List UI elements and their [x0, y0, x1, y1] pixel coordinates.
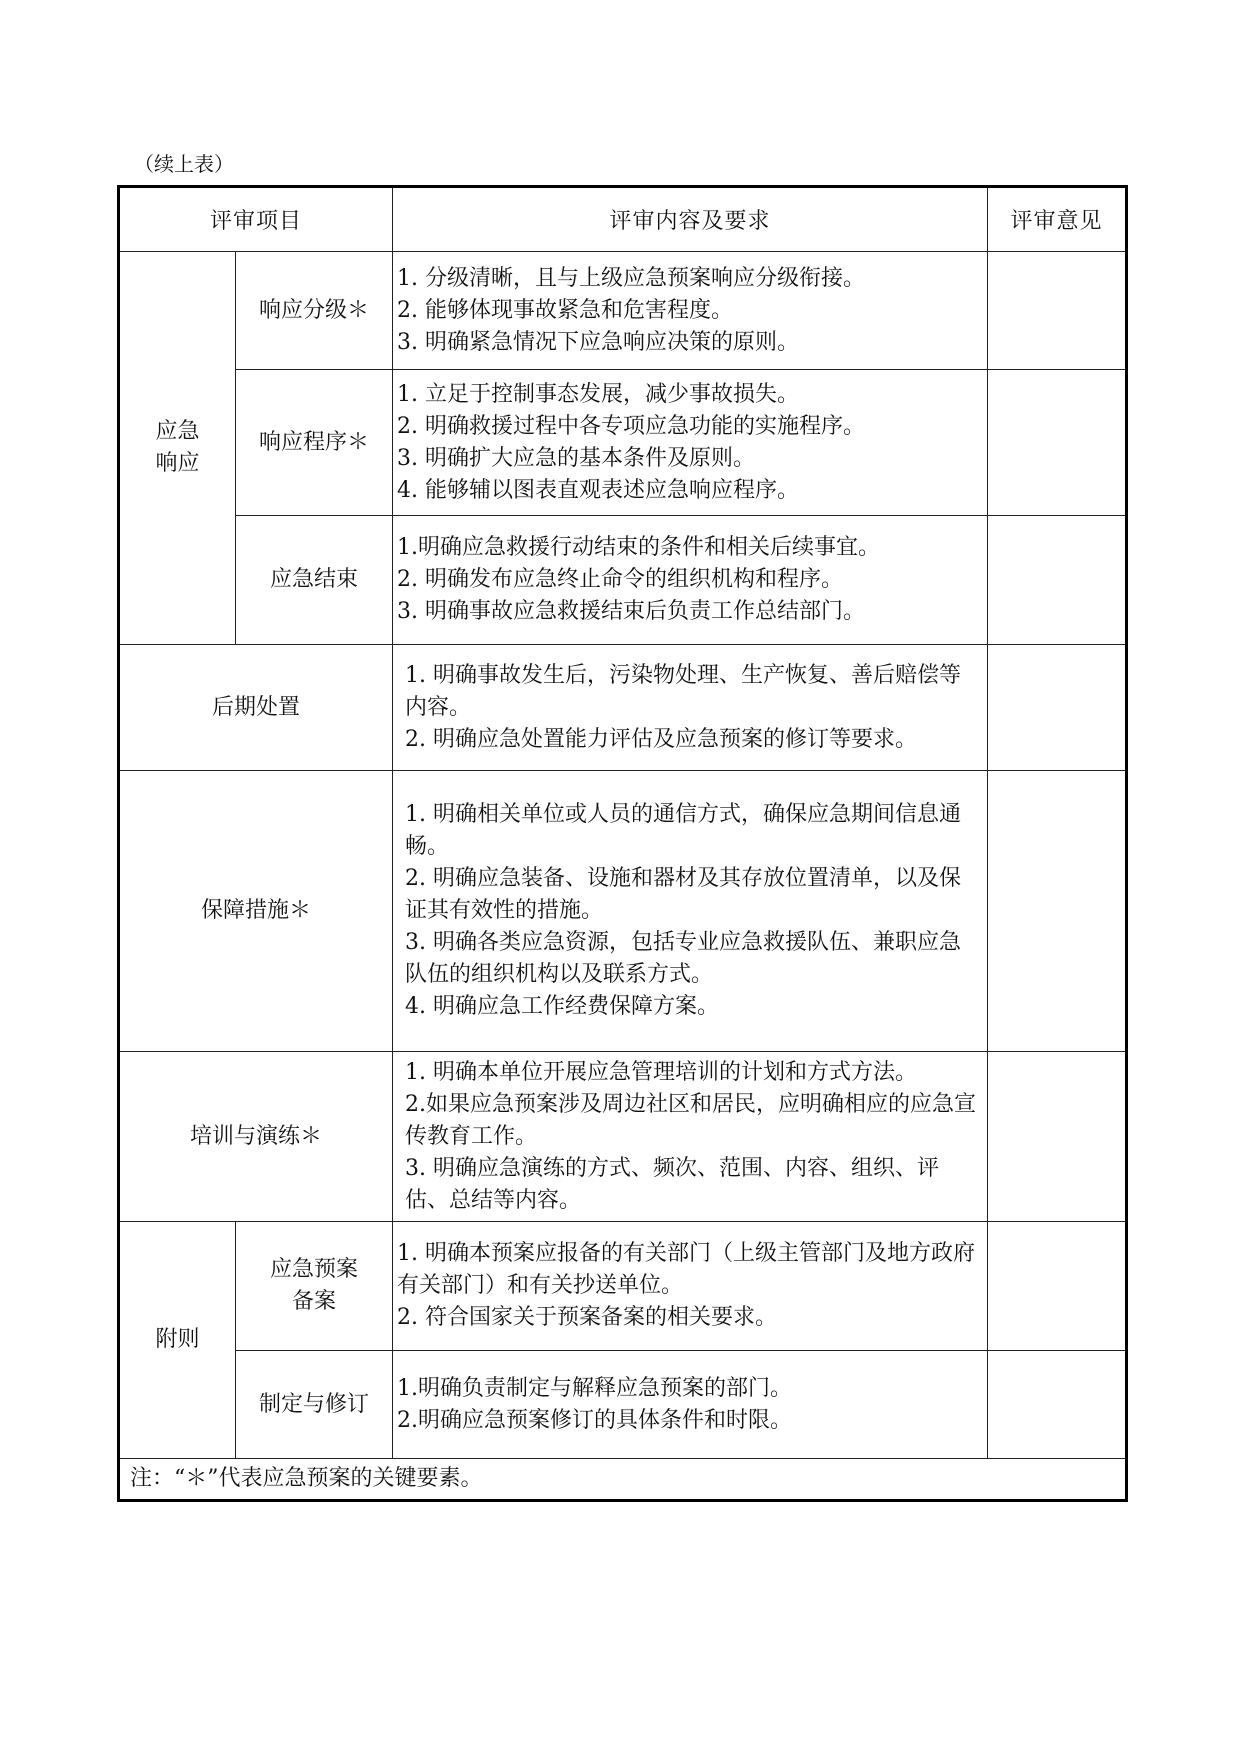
requirement-cell [393, 370, 988, 516]
table-row [119, 645, 1127, 771]
requirement-line: 1.明确负责制定与解释应急预案的部门。 [397, 1375, 793, 1401]
subitem-emergency-end: 应急结束 [236, 516, 393, 645]
subitem-plan-filing [236, 1222, 393, 1351]
requirement-cell [393, 252, 988, 370]
opinion-cell[interactable] [988, 252, 1127, 370]
header-review-item: 评审项目 [119, 187, 393, 252]
requirement-line: 1. 分级清晰，且与上级应急预案响应分级衔接。 [397, 265, 866, 291]
opinion-cell[interactable] [988, 771, 1127, 1052]
requirement-line: 2. 明确发布应急终止命令的组织机构和程序。 [397, 567, 844, 592]
subitem-response-procedure: 响应程序＊ [236, 370, 393, 516]
subitem-response-grading: 响应分级＊ [236, 252, 393, 370]
requirement-cell [393, 1222, 988, 1351]
requirement-cell [393, 516, 988, 645]
requirement-line: 2.明确应急预案修订的具体条件和时限。 [397, 1407, 793, 1433]
table-row [119, 1351, 1127, 1459]
requirement-cell [393, 645, 988, 771]
table-row [119, 370, 1127, 516]
note-row [119, 1459, 1127, 1501]
requirement-line: 1. 明确相关单位或人员的通信方式，确保应急期间信息通畅。 [405, 802, 962, 859]
header-review-opinion: 评审意见 [988, 187, 1127, 252]
category-emergency-response [119, 252, 236, 645]
table-row [119, 252, 1127, 370]
requirement-line: 1. 立足于控制事态发展，减少事故损失。 [397, 381, 800, 407]
requirement-cell [393, 1351, 988, 1459]
requirement-line: 3. 明确各类应急资源，包括专业应急救援队伍、兼职应急队伍的组织机构以及联系方式。 [405, 930, 962, 987]
table-footnote: 注：“＊”代表应急预案的关键要素。 [119, 1459, 1127, 1501]
requirement-line: 2. 明确应急处置能力评估及应急预案的修订等要求。 [405, 726, 918, 752]
table-row [119, 1222, 1127, 1351]
subitem-line: 应急预案 [270, 1257, 359, 1282]
opinion-cell[interactable] [988, 1222, 1127, 1351]
requirement-line: 3. 明确紧急情况下应急响应决策的原则。 [397, 329, 800, 355]
opinion-cell[interactable] [988, 1351, 1127, 1459]
category-appendix: 附则 [119, 1222, 236, 1459]
category-aftermath: 后期处置 [119, 645, 393, 771]
requirement-cell [393, 1052, 988, 1222]
requirement-line: 3. 明确扩大应急的基本条件及原则。 [397, 445, 756, 471]
review-table [117, 185, 1128, 1502]
category-line: 响应 [155, 451, 200, 476]
table-row [119, 771, 1127, 1052]
requirement-cell [393, 771, 988, 1052]
requirement-line: 4. 明确应急工作经费保障方案。 [405, 994, 719, 1019]
table-caption: （续上表） [134, 152, 234, 176]
header-review-content: 评审内容及要求 [393, 187, 988, 252]
subitem-formulation-revision: 制定与修订 [236, 1351, 393, 1459]
opinion-cell[interactable] [988, 516, 1127, 645]
requirement-line: 1. 明确事故发生后，污染物处理、生产恢复、善后赔偿等内容。 [405, 662, 962, 720]
requirement-line: 2. 明确救援过程中各专项应急功能的实施程序。 [397, 413, 866, 439]
requirement-line: 2. 明确应急装备、设施和器材及其存放位置清单，以及保证其有效性的措施。 [405, 866, 962, 923]
opinion-cell[interactable] [988, 370, 1127, 516]
category-line: 应急 [155, 419, 200, 444]
requirement-line: 1.明确应急救援行动结束的条件和相关后续事宜。 [397, 535, 881, 560]
requirement-line: 2.如果应急预案涉及周边社区和居民，应明确相应的应急宣传教育工作。 [405, 1091, 977, 1149]
table-row [119, 1052, 1127, 1222]
category-training-drills: 培训与演练＊ [119, 1052, 393, 1222]
requirement-line: 4. 能够辅以图表直观表述应急响应程序。 [397, 477, 800, 503]
opinion-cell[interactable] [988, 1052, 1127, 1222]
requirement-line: 3. 明确事故应急救援结束后负责工作总结部门。 [397, 599, 866, 624]
requirement-line: 2. 符合国家关于预案备案的相关要求。 [397, 1305, 778, 1330]
subitem-line: 备案 [292, 1289, 337, 1314]
category-support-measures: 保障措施＊ [119, 771, 393, 1052]
requirement-line: 3. 明确应急演练的方式、频次、范围、内容、组织、评估、总结等内容。 [405, 1155, 940, 1213]
opinion-cell[interactable] [988, 645, 1127, 771]
requirement-line: 2. 能够体现事故紧急和危害程度。 [397, 297, 734, 323]
table-row [119, 516, 1127, 645]
requirement-line: 1. 明确本预案应报备的有关部门（上级主管部门及地方政府有关部门）和有关抄送单位。 [397, 1241, 976, 1298]
header-row [119, 187, 1127, 252]
requirement-line: 1. 明确本单位开展应急管理培训的计划和方式方法。 [405, 1059, 918, 1085]
